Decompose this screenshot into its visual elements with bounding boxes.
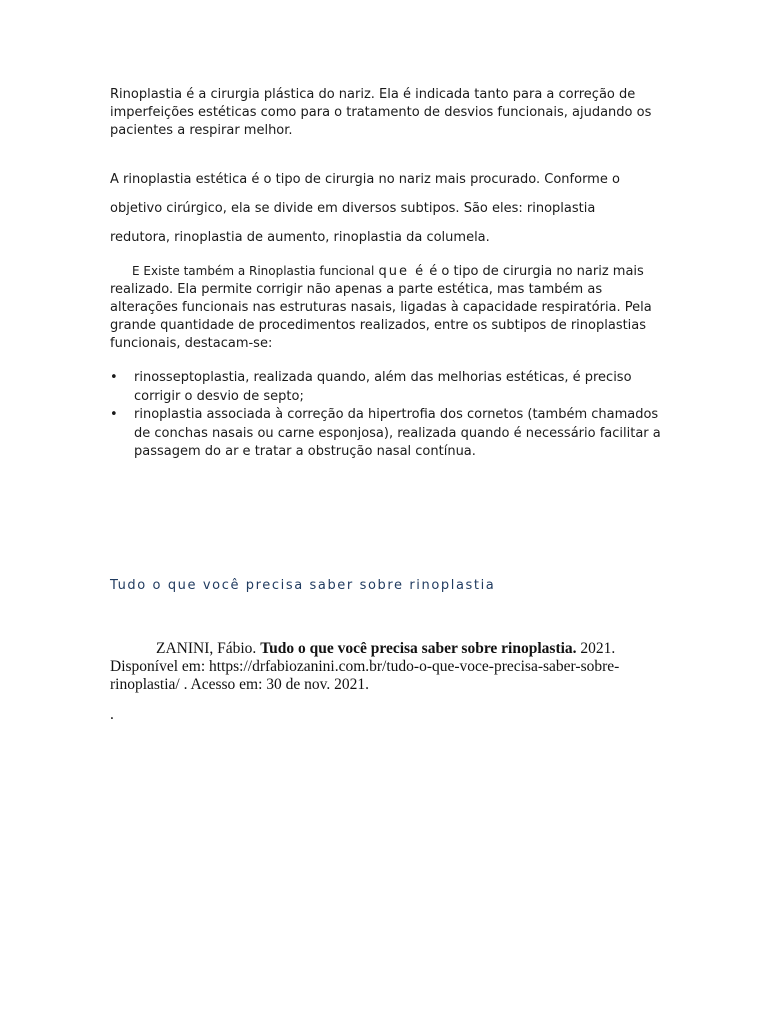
citation-available: Disponível em: https://drfabiozanini.com.br/tudo-o-que-voce-precisa-saber-sobre-rinoplastia/ . Acesso em: 30 de nov. 2021.	[110, 658, 620, 693]
paragraph-functional-rest: é o tipo de cirurgia no nariz mais realizado. Ela permite corrigir não apenas a parte estética, mas também as alterações funcionais nas estruturas nasais, ligadas à capacidade respiratória. Pela grande quantidade de procedimentos realizados, entre os subtipos de rinoplastias funcionais, destacam-se:	[110, 264, 652, 351]
bullet-icon: •	[110, 370, 118, 385]
citation-title: Tudo o que você precisa saber sobre rinoplastia.	[260, 640, 577, 657]
paragraph-intro: Rinoplastia é a cirurgia plástica do nariz. Ela é indicada tanto para a correção de imperfeições estéticas como para o tratamento de desvios funcionais, ajudando os pacientes a respirar melhor.	[110, 87, 652, 138]
trailing-period: .	[110, 706, 114, 723]
list-item	[110, 369, 662, 406]
bullet-icon: •	[110, 407, 118, 422]
list-item-text: rinosseptoplastia, realizada quando, além das melhorias estéticas, é preciso corrigir o desvio de septo;	[134, 370, 632, 404]
paragraph-aesthetic: A rinoplastia estética é o tipo de cirurgia no nariz mais procurado. Conforme o objetivo cirúrgico, ela se divide em diversos subtipos. São eles: rinoplastia redutora, rinoplastia de aumento, rinoplastia da columela.	[110, 172, 620, 245]
article-link-title[interactable]: Tudo o que você precisa saber sobre rinoplastia	[110, 578, 496, 593]
list-item-text: rinoplastia associada à correção da hipertrofia dos cornetos (também chamados de conchas nasais ou carne esponjosa), realizada quando é necessário facilitar a passagem do ar e tratar a obstrução nasal contínua.	[134, 407, 661, 459]
list-item	[110, 406, 662, 462]
paragraph-functional-intro: E Existe também a Rinoplastia funcional	[132, 264, 375, 278]
citation-year: 2021.	[580, 640, 616, 657]
paragraph-functional-spaced: que é	[378, 264, 426, 279]
paragraph-functional	[110, 262, 658, 353]
reference-citation	[110, 640, 635, 694]
bullet-list	[110, 369, 662, 462]
citation-author: ZANINI, Fábio.	[156, 640, 257, 657]
